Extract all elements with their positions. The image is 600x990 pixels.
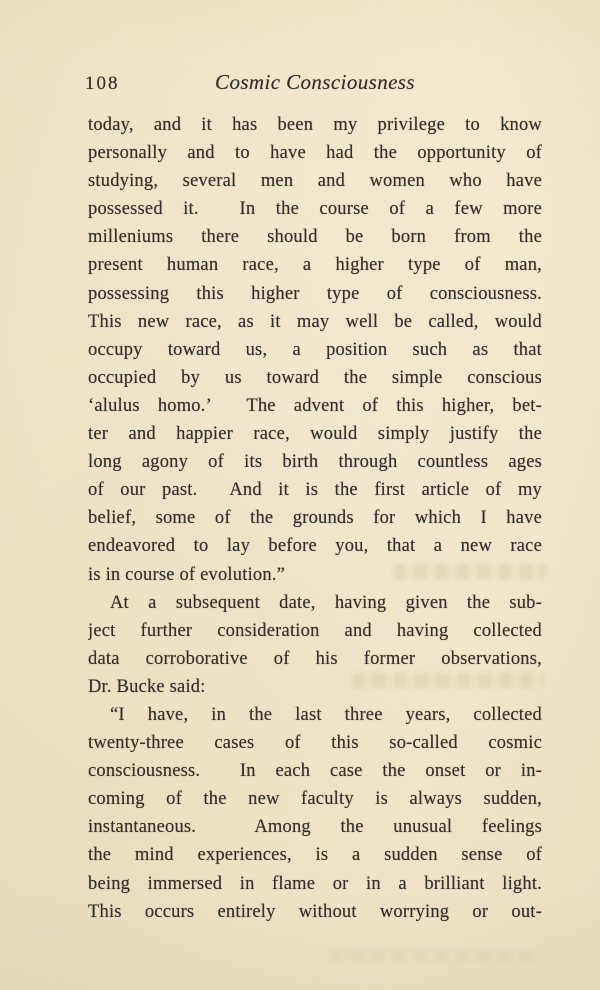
text-line: occupy toward us, a position such as that	[88, 339, 542, 360]
text-line: the mind experiences, is a sudden sense of	[88, 845, 542, 866]
text-line: present human race, a higher type of man,	[88, 255, 542, 276]
text-line: instantaneous. Among the unusual feelings	[88, 817, 542, 838]
text-line: belief, some of the grounds for which I have	[88, 508, 542, 529]
text-line: Dr. Bucke said:	[88, 676, 206, 697]
show-through-smudge	[330, 950, 535, 963]
page-number: 108	[85, 73, 120, 94]
text-line: possessed it. In the course of a few more	[88, 199, 542, 220]
text-line: possessing this higher type of consciousness.	[88, 283, 542, 304]
text-line: studying, several men and women who have	[88, 171, 542, 192]
text-line: is in course of evolution.”	[88, 564, 286, 585]
text-line: occupied by us toward the simple conscious	[88, 367, 542, 388]
text-line: long agony of its birth through countless ages	[88, 452, 542, 473]
show-through-smudge	[393, 564, 545, 579]
text-line: ter and happier race, would simply justify the	[88, 424, 542, 445]
text-line: endeavored to lay before you, that a new race	[88, 536, 542, 557]
text-line: This new race, as it may well be called, would	[88, 311, 542, 332]
show-through-smudge	[352, 673, 544, 688]
text-line: twenty-three cases of this so-called cosmic	[88, 733, 542, 754]
text-line: ject further consideration and having collected	[88, 620, 542, 641]
text-line: milleniums there should be born from the	[88, 227, 542, 248]
running-title: Cosmic Consciousness	[215, 70, 415, 94]
page-header	[85, 70, 542, 98]
paragraph	[88, 111, 542, 589]
text-line: of our past. And it is the first article of my	[88, 480, 542, 501]
text-line: This occurs entirely without worrying or out-	[88, 901, 542, 922]
text-line: personally and to have had the opportunity of	[88, 143, 542, 164]
text-line: consciousness. In each case the onset or in-	[88, 761, 542, 782]
text-line: ‘alulus homo.’ The advent of this higher, bet-	[88, 395, 542, 416]
text-line: data corroborative of his former observations,	[88, 648, 542, 669]
text-line: being immersed in flame or in a brilliant light.	[88, 873, 542, 894]
page-body	[88, 111, 542, 926]
paragraph	[88, 701, 542, 926]
text-line: coming of the new faculty is always sudden,	[88, 789, 542, 810]
text-line: today, and it has been my privilege to know	[88, 115, 542, 135]
text-line: At a subsequent date, having given the sub-	[110, 592, 542, 613]
text-line: “I have, in the last three years, collected	[110, 704, 542, 725]
